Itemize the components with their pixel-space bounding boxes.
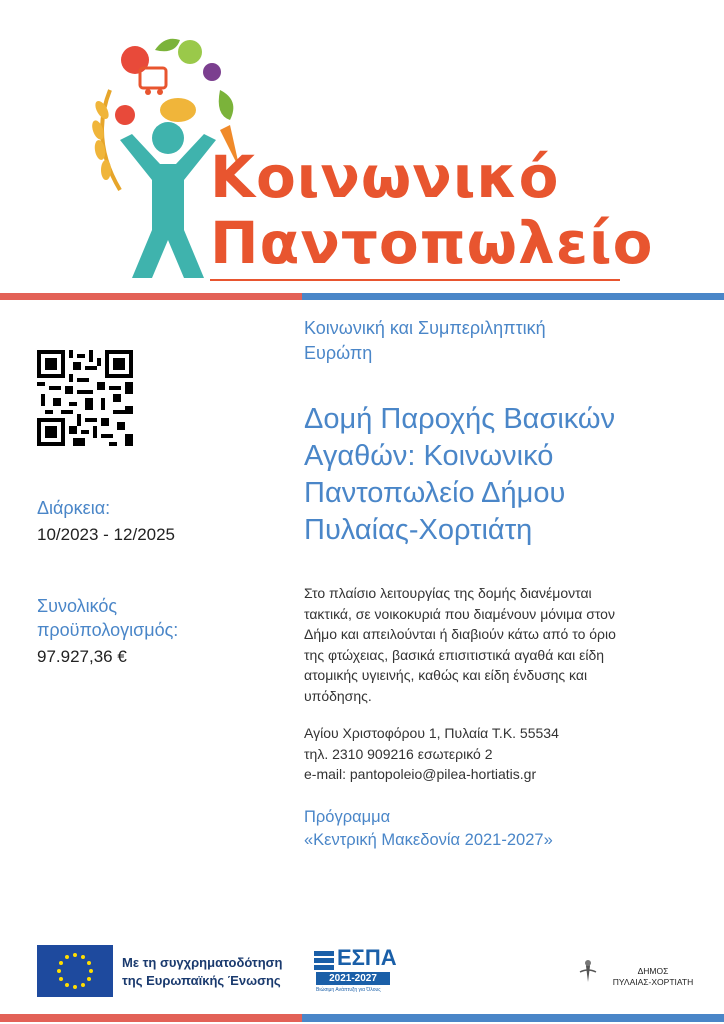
- divider-blue-top: [302, 293, 724, 300]
- program-line2: «Κεντρική Μακεδονία 2021-2027»: [304, 831, 553, 849]
- contact-block: [304, 723, 704, 785]
- eu-flag-icon: [37, 945, 113, 997]
- espa-logo: [314, 945, 397, 998]
- espa-mark-icon: [314, 951, 334, 971]
- description-line: υπόδησης.: [304, 687, 372, 704]
- description-line: τακτικά, σε νοικοκυριά που διαμένουν μόνιμα στον: [304, 605, 615, 622]
- municipality-emblem-icon: [577, 958, 599, 984]
- divider-red-bottom: [0, 1014, 302, 1022]
- duration-value: 10/2023 - 12/2025: [37, 525, 176, 544]
- municipality-name: [598, 966, 708, 988]
- espa-tagline: Βιώσιμη Ανάπτυξη για Όλους: [316, 987, 381, 993]
- subtitle-line2: Ευρώπη: [304, 343, 373, 363]
- municipality-line2: ΠΥΛΑΙΑΣ-ΧΟΡΤΙΑΤΗ: [612, 977, 694, 987]
- budget-value: 97.927,36 €: [37, 647, 127, 666]
- description: [304, 583, 704, 706]
- title-line1: Δομή Παροχής Βασικών: [304, 403, 616, 435]
- espa-years: 2021-2027: [316, 972, 390, 985]
- title-line2: Αγαθών: Κοινωνικό: [304, 440, 554, 472]
- eu-cofunding-line2: της Ευρωπαϊκής Ένωσης: [122, 973, 281, 988]
- title-line4: Πυλαίας-Χορτιάτη: [304, 514, 533, 546]
- description-line: ατομικής υγιεινής, καθώς και είδη ένδυσης και: [304, 667, 588, 683]
- description-line: της φτώχειας, βασικά επισιτιστικά αγαθά και είδη: [304, 646, 605, 663]
- duration-label: Διάρκεια:: [37, 498, 111, 518]
- budget-label-line1: Συνολικός: [37, 596, 118, 616]
- eu-cofunding-line1: Με τη συγχρηματοδότηση: [122, 955, 283, 970]
- description-line: Δήμο και απειλούνται ή διαβιούν κάτω από το όριο: [304, 626, 616, 642]
- divider-red-top: [0, 293, 302, 300]
- logo-underline: [210, 279, 620, 281]
- program-line1: Πρόγραμμα: [304, 808, 391, 826]
- phone-text: τηλ. 2310 909216 εσωτερικό 2: [304, 745, 493, 762]
- budget-label-line2: προϋπολογισμός:: [37, 620, 179, 640]
- title-line3: Παντοπωλείο Δήμου: [304, 477, 566, 509]
- address-text: Αγίου Χριστοφόρου 1, Πυλαία Τ.Κ. 55534: [304, 725, 559, 741]
- logo-title-line1: Κοινωνικό: [210, 143, 560, 211]
- divider-blue-bottom: [302, 1014, 724, 1022]
- email-text[interactable]: e-mail: pantopoleio@pilea-hortiatis.gr: [304, 766, 537, 782]
- espa-title: ΕΣΠΑ: [337, 945, 397, 970]
- logo: [80, 30, 654, 285]
- description-line: Στο πλαίσιο λειτουργίας της δομής διανέμονται: [304, 585, 592, 601]
- qr-code-icon: [37, 350, 133, 446]
- subtitle-line1: Κοινωνική και Συμπεριληπτική: [304, 318, 546, 338]
- logo-title-line2: Παντοπωλείο: [210, 209, 654, 277]
- municipality-line1: ΔΗΜΟΣ: [637, 966, 669, 976]
